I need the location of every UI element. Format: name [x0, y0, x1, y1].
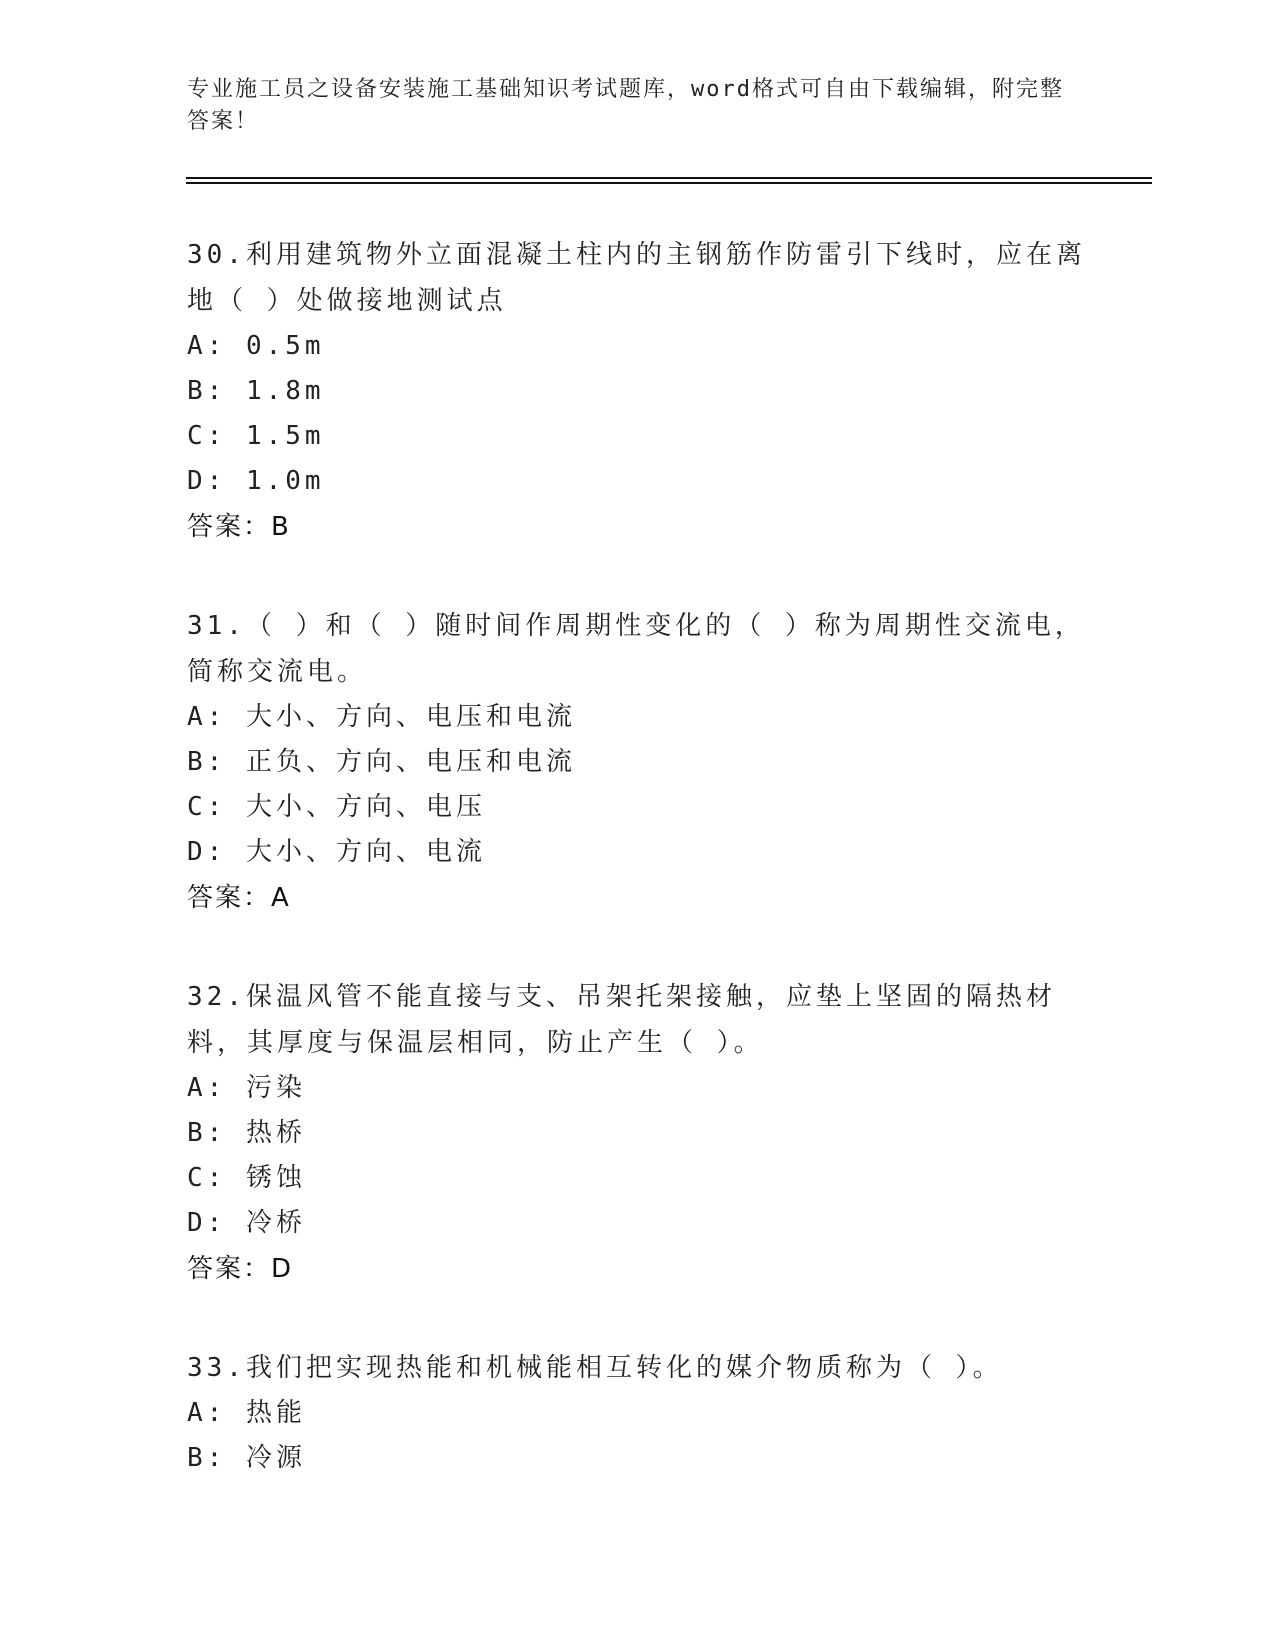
- question-item: [187, 232, 1087, 550]
- question-item: [187, 603, 1087, 921]
- option-d: D: 冷桥: [187, 1208, 306, 1238]
- answer-line: 答案：D: [187, 1254, 294, 1284]
- option-b: B: 1.8m: [187, 376, 325, 406]
- answer-line: 答案：B: [187, 512, 291, 542]
- question-stem: 32.保温风管不能直接与支、吊架托架接触，应垫上坚固的隔热材料，其厚度与保温层相同，防止产生（ ）。: [187, 982, 1056, 1058]
- option-c: C: 锈蚀: [187, 1163, 306, 1193]
- document-header: 专业施工员之设备安装施工基础知识考试题库，word格式可自由下载编辑，附完整答案！: [187, 77, 1064, 134]
- option-d: D: 大小、方向、电流: [187, 837, 486, 867]
- question-stem: 30.利用建筑物外立面混凝土柱内的主钢筋作防雷引下线时，应在离地（ ）处做接地测试点: [187, 240, 1086, 316]
- answer-line: 答案：A: [187, 883, 291, 913]
- option-c: C: 1.5m: [187, 421, 325, 451]
- option-a: A: 污染: [187, 1073, 306, 1103]
- option-b: B: 正负、方向、电压和电流: [187, 747, 576, 777]
- question-stem: 31.（ ）和（ ）随时间作周期性变化的（ ）称为周期性交流电，简称交流电。: [187, 611, 1085, 687]
- option-b: B: 热桥: [187, 1118, 306, 1148]
- option-a: A: 0.5m: [187, 331, 325, 361]
- option-d: D: 1.0m: [187, 466, 325, 496]
- question-list: [187, 232, 1087, 1534]
- option-b: B: 冷源: [187, 1443, 306, 1473]
- option-c: C: 大小、方向、电压: [187, 792, 486, 822]
- question-stem: 33.我们把实现热能和机械能相互转化的媒介物质称为（ ）。: [187, 1353, 1003, 1383]
- header-divider-top: [186, 177, 1152, 179]
- question-item: [187, 1345, 1087, 1481]
- option-a: A: 热能: [187, 1398, 306, 1428]
- option-a: A: 大小、方向、电压和电流: [187, 702, 576, 732]
- question-item: [187, 974, 1087, 1292]
- header-divider-bottom: [186, 182, 1152, 184]
